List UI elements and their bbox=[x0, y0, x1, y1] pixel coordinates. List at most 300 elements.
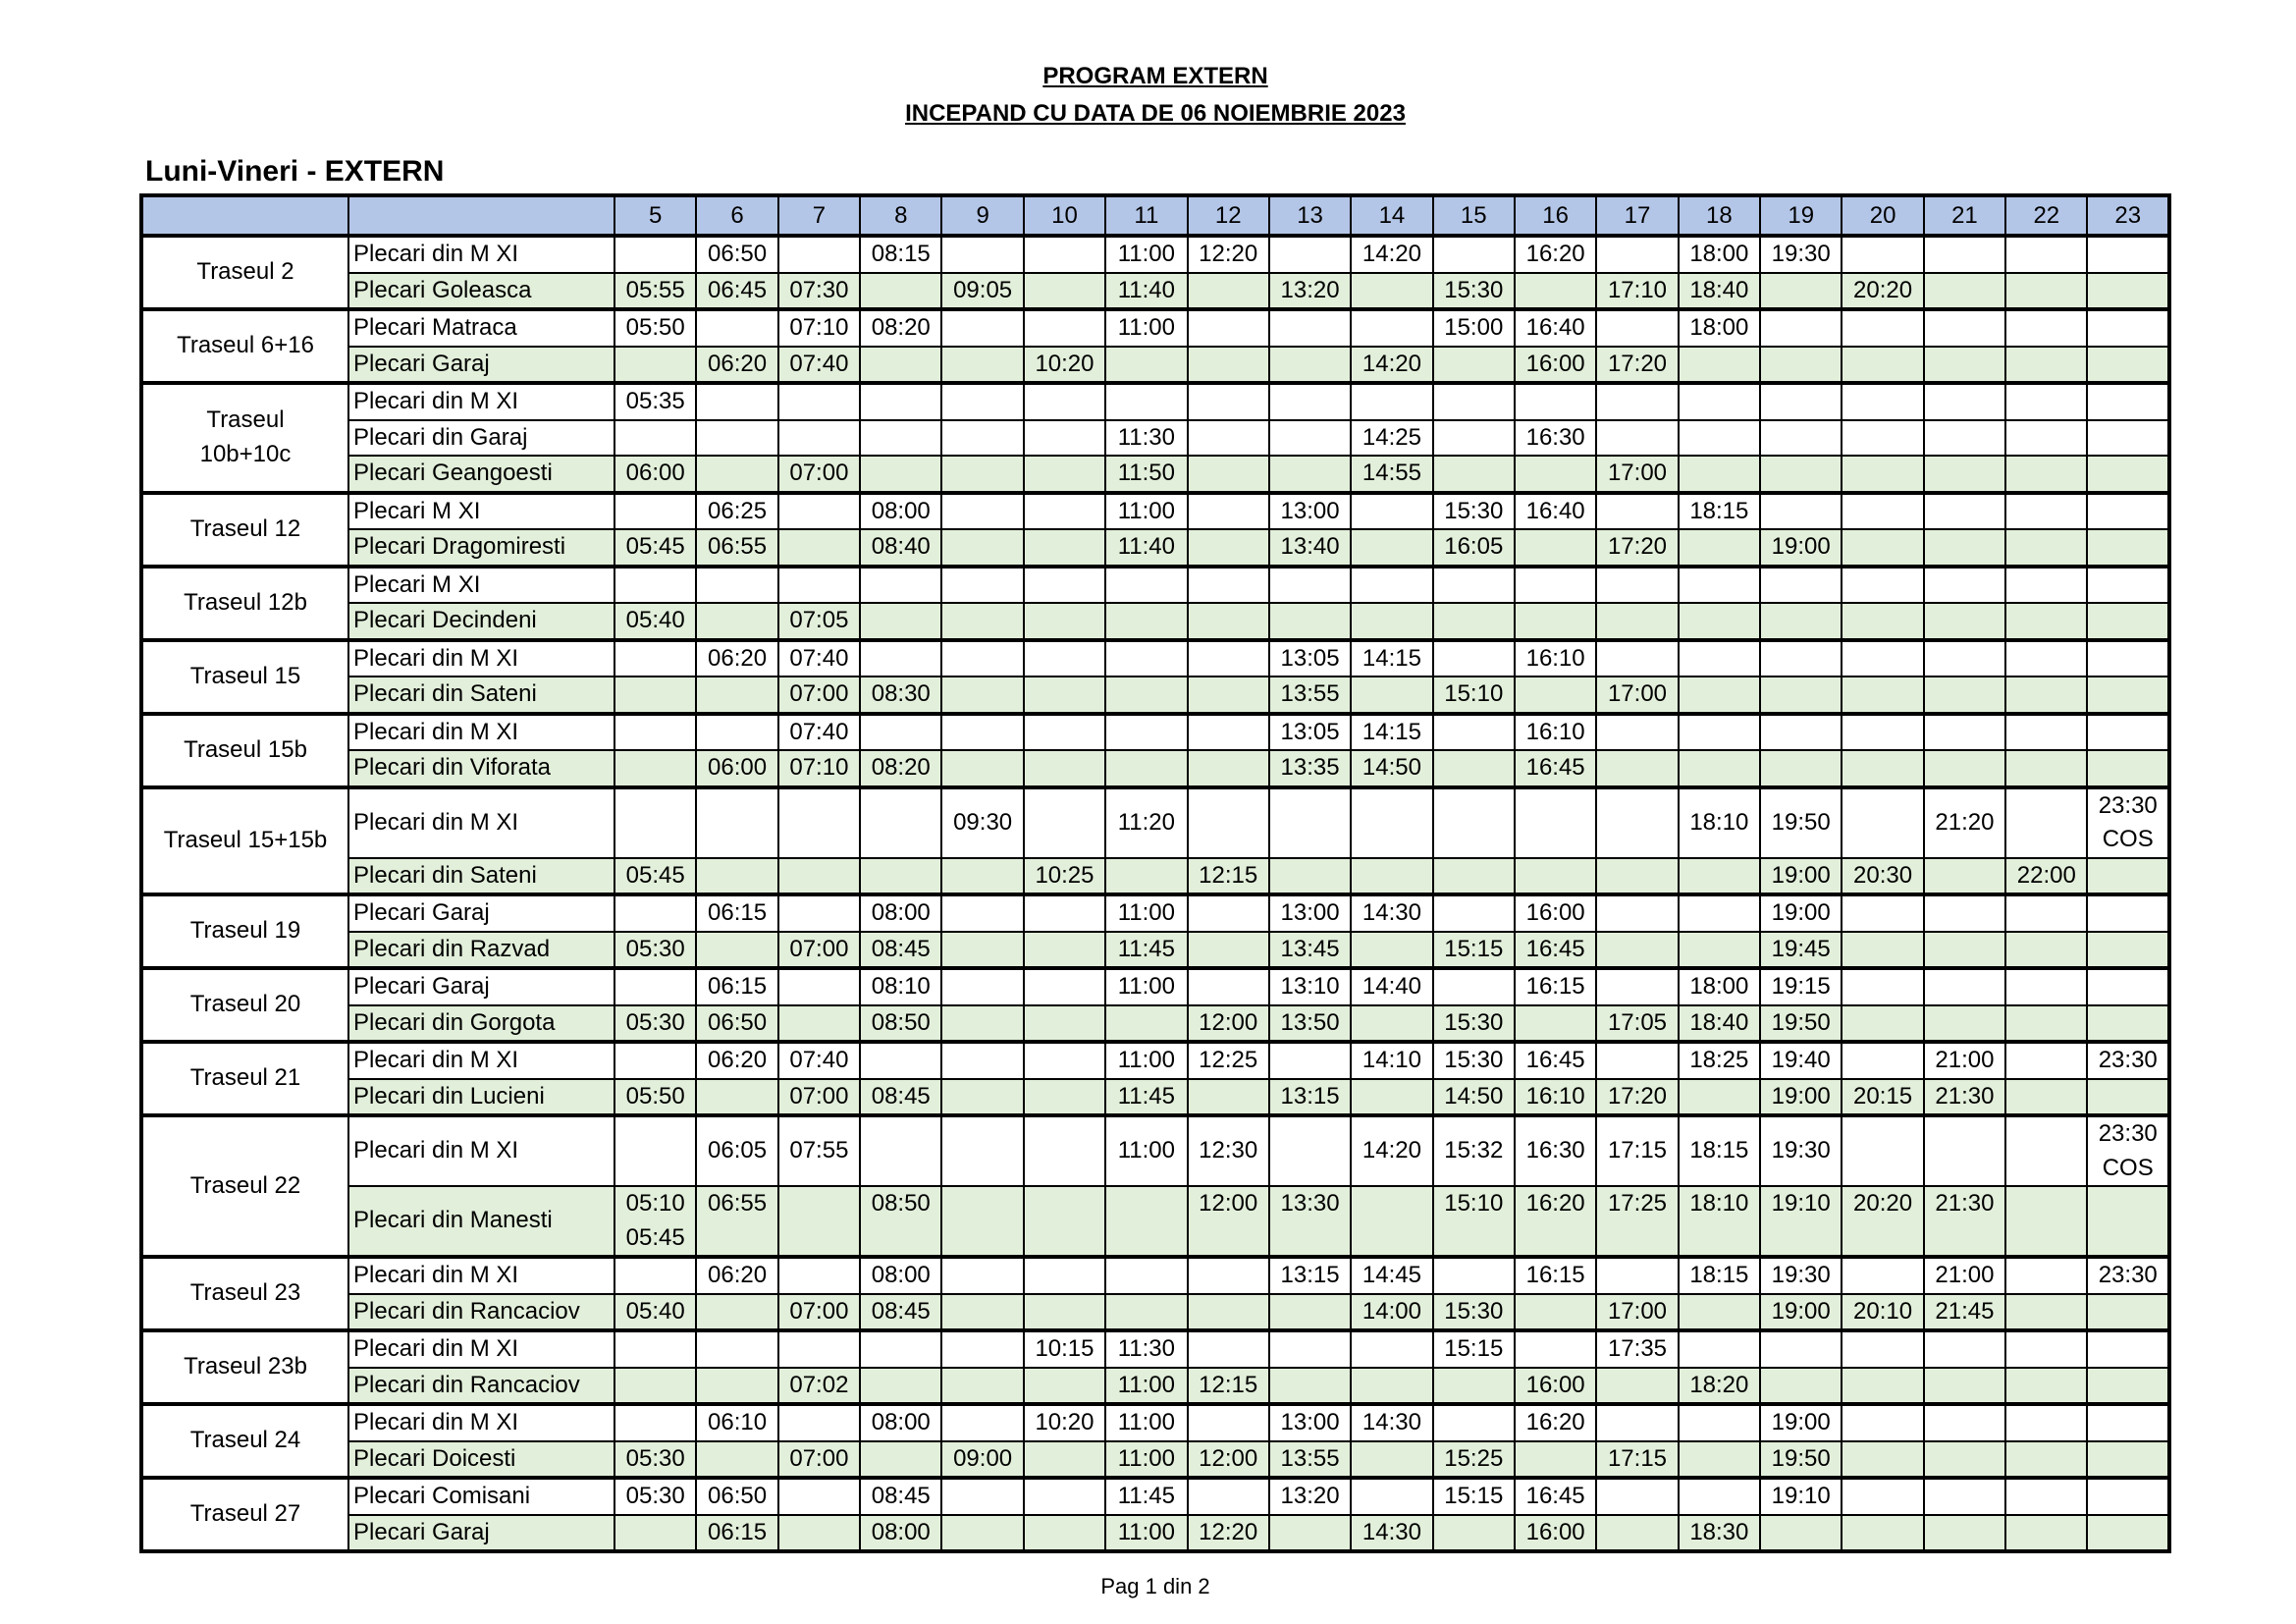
empty-time-cell bbox=[1024, 1115, 1105, 1186]
departure-time: 16:45 bbox=[1515, 932, 1596, 969]
empty-time-cell bbox=[1596, 420, 1678, 457]
empty-time-cell bbox=[1188, 640, 1269, 677]
empty-time-cell bbox=[2087, 529, 2169, 567]
timetable-row bbox=[141, 787, 2169, 858]
empty-time-cell bbox=[1188, 1079, 1269, 1116]
empty-time-cell bbox=[1351, 529, 1432, 567]
departure-time: 15:00 bbox=[1433, 309, 1515, 347]
departure-time: 11:00 bbox=[1105, 1441, 1187, 1479]
empty-time-cell bbox=[1679, 383, 1760, 420]
timetable-head bbox=[141, 195, 2169, 236]
empty-time-cell bbox=[1105, 640, 1187, 677]
empty-time-cell bbox=[778, 383, 860, 420]
departure-time: 06:20 bbox=[696, 1042, 777, 1079]
empty-time-cell bbox=[1515, 1005, 1596, 1043]
route-name-cell: Traseul 2 bbox=[141, 236, 348, 309]
departure-time: 14:15 bbox=[1351, 640, 1432, 677]
departure-time: 19:00 bbox=[1760, 529, 1842, 567]
empty-time-cell bbox=[1760, 714, 1842, 751]
departure-time: 05:50 bbox=[614, 1079, 696, 1116]
departure-time: 12:25 bbox=[1188, 1042, 1269, 1079]
empty-time-cell bbox=[696, 1294, 777, 1331]
departure-time: 12:15 bbox=[1188, 858, 1269, 895]
departure-time: 15:30 bbox=[1433, 1294, 1515, 1331]
empty-time-cell bbox=[1433, 858, 1515, 895]
empty-time-cell bbox=[860, 787, 941, 858]
empty-time-cell bbox=[2087, 858, 2169, 895]
empty-time-cell bbox=[1842, 420, 1923, 457]
departure-time: 18:00 bbox=[1679, 236, 1760, 273]
empty-time-cell bbox=[1188, 787, 1269, 858]
route-name-cell: Traseul 24 bbox=[141, 1404, 348, 1478]
empty-time-cell bbox=[2087, 236, 2169, 273]
empty-time-cell bbox=[1924, 273, 2005, 310]
empty-time-cell bbox=[1842, 1257, 1923, 1294]
empty-time-cell bbox=[1679, 347, 1760, 384]
departure-time: 20:20 bbox=[1842, 1186, 1923, 1257]
hour-header-cell: 8 bbox=[860, 195, 941, 236]
empty-time-cell bbox=[2087, 714, 2169, 751]
empty-time-cell bbox=[1188, 1257, 1269, 1294]
empty-time-cell bbox=[2005, 1042, 2087, 1079]
empty-time-cell bbox=[778, 567, 860, 604]
empty-time-cell bbox=[1433, 1404, 1515, 1441]
departure-time: 19:50 bbox=[1760, 1005, 1842, 1043]
departure-time: 07:30 bbox=[778, 273, 860, 310]
route-name-cell: Traseul 21 bbox=[141, 1042, 348, 1115]
departure-time: 18:15 bbox=[1679, 1257, 1760, 1294]
empty-time-cell bbox=[1842, 1515, 1923, 1552]
departure-label: Plecari din Sateni bbox=[348, 677, 614, 714]
empty-time-cell bbox=[1924, 1404, 2005, 1441]
empty-time-cell bbox=[1679, 529, 1760, 567]
hour-header-cell: 5 bbox=[614, 195, 696, 236]
timetable-row bbox=[141, 1441, 2169, 1479]
empty-time-cell bbox=[1679, 858, 1760, 895]
empty-time-cell bbox=[1596, 493, 1678, 530]
departure-label: Plecari din M XI bbox=[348, 1115, 614, 1186]
route-name-cell: Traseul 19 bbox=[141, 894, 348, 968]
empty-time-cell bbox=[778, 858, 860, 895]
empty-time-cell bbox=[1760, 1515, 1842, 1552]
empty-time-cell bbox=[1269, 1115, 1351, 1186]
empty-time-cell bbox=[1842, 894, 1923, 932]
empty-time-cell bbox=[1924, 932, 2005, 969]
empty-time-cell bbox=[1924, 858, 2005, 895]
departure-time: 16:20 bbox=[1515, 1404, 1596, 1441]
empty-time-cell bbox=[1188, 1404, 1269, 1441]
empty-time-cell bbox=[1269, 383, 1351, 420]
empty-time-cell bbox=[2005, 1005, 2087, 1043]
departure-time: 14:50 bbox=[1433, 1079, 1515, 1116]
empty-time-cell bbox=[1679, 1294, 1760, 1331]
empty-time-cell bbox=[1596, 787, 1678, 858]
empty-time-cell bbox=[1024, 1515, 1105, 1552]
empty-time-cell bbox=[1188, 273, 1269, 310]
empty-time-cell bbox=[1596, 1478, 1678, 1515]
timetable-row bbox=[141, 968, 2169, 1005]
empty-time-cell bbox=[1760, 456, 1842, 493]
empty-time-cell bbox=[1596, 714, 1678, 751]
empty-time-cell bbox=[778, 1005, 860, 1043]
departure-time: 07:05 bbox=[778, 603, 860, 640]
timetable-row bbox=[141, 493, 2169, 530]
departure-label: Plecari Geangoesti bbox=[348, 456, 614, 493]
timetable-row bbox=[141, 529, 2169, 567]
empty-time-cell bbox=[1024, 383, 1105, 420]
empty-time-cell bbox=[1188, 493, 1269, 530]
empty-time-cell bbox=[2005, 894, 2087, 932]
empty-time-cell bbox=[941, 1330, 1023, 1368]
empty-time-cell bbox=[1269, 603, 1351, 640]
empty-time-cell bbox=[2087, 420, 2169, 457]
departure-time: 05:30 bbox=[614, 932, 696, 969]
empty-time-cell bbox=[614, 1515, 696, 1552]
departure-label: Plecari Doicesti bbox=[348, 1441, 614, 1479]
empty-time-cell bbox=[1842, 932, 1923, 969]
departure-label: Plecari din M XI bbox=[348, 236, 614, 273]
departure-time: 13:05 bbox=[1269, 714, 1351, 751]
empty-time-cell bbox=[1433, 640, 1515, 677]
departure-label: Plecari Garaj bbox=[348, 894, 614, 932]
timetable-row bbox=[141, 567, 2169, 604]
empty-time-cell bbox=[614, 493, 696, 530]
timetable-body bbox=[141, 236, 2169, 1551]
departure-time: 21:30 bbox=[1924, 1079, 2005, 1116]
empty-time-cell bbox=[1596, 383, 1678, 420]
empty-time-cell bbox=[2005, 787, 2087, 858]
departure-time: 05:30 bbox=[614, 1005, 696, 1043]
departure-time: 05:45 bbox=[614, 858, 696, 895]
empty-time-cell bbox=[2087, 1186, 2169, 1257]
hour-header-row bbox=[141, 195, 2169, 236]
empty-time-cell bbox=[696, 309, 777, 347]
empty-time-cell bbox=[614, 714, 696, 751]
empty-time-cell bbox=[1024, 456, 1105, 493]
departure-time: 11:00 bbox=[1105, 1368, 1187, 1405]
departure-time: 22:00 bbox=[2005, 858, 2087, 895]
empty-time-cell bbox=[1351, 1441, 1432, 1479]
departure-time: 15:32 bbox=[1433, 1115, 1515, 1186]
departure-time: 06:45 bbox=[696, 273, 777, 310]
departure-time: 14:40 bbox=[1351, 968, 1432, 1005]
departure-label: Plecari din Garaj bbox=[348, 420, 614, 457]
departure-time: 06:50 bbox=[696, 1478, 777, 1515]
empty-time-cell bbox=[1924, 894, 2005, 932]
departure-time: 19:00 bbox=[1760, 1404, 1842, 1441]
empty-time-cell bbox=[1188, 529, 1269, 567]
departure-time: 07:00 bbox=[778, 456, 860, 493]
departure-time: 19:45 bbox=[1760, 932, 1842, 969]
empty-time-cell bbox=[1105, 1257, 1187, 1294]
timetable-row bbox=[141, 858, 2169, 895]
empty-time-cell bbox=[1596, 968, 1678, 1005]
departure-time: 09:30 bbox=[941, 787, 1023, 858]
empty-time-cell bbox=[1188, 420, 1269, 457]
departure-time: 16:45 bbox=[1515, 1478, 1596, 1515]
empty-time-cell bbox=[1924, 529, 2005, 567]
departure-time: 17:25 bbox=[1596, 1186, 1678, 1257]
departure-time: 15:30 bbox=[1433, 273, 1515, 310]
empty-time-cell bbox=[860, 273, 941, 310]
departure-time: 16:05 bbox=[1433, 529, 1515, 567]
empty-time-cell bbox=[1269, 1330, 1351, 1368]
departure-time: 06:25 bbox=[696, 493, 777, 530]
departure-time: 14:15 bbox=[1351, 714, 1432, 751]
departure-time: 17:00 bbox=[1596, 456, 1678, 493]
empty-time-cell bbox=[1351, 787, 1432, 858]
empty-time-cell bbox=[860, 456, 941, 493]
departure-time: 08:00 bbox=[860, 1515, 941, 1552]
empty-time-cell bbox=[1515, 1294, 1596, 1331]
departure-time: 20:30 bbox=[1842, 858, 1923, 895]
empty-time-cell bbox=[1024, 1441, 1105, 1479]
empty-time-cell bbox=[1515, 273, 1596, 310]
departure-time: 16:30 bbox=[1515, 1115, 1596, 1186]
empty-time-cell bbox=[1679, 640, 1760, 677]
empty-time-cell bbox=[1105, 347, 1187, 384]
empty-time-cell bbox=[1760, 1368, 1842, 1405]
departure-time: 15:15 bbox=[1433, 932, 1515, 969]
departure-time: 11:00 bbox=[1105, 894, 1187, 932]
empty-time-cell bbox=[1105, 567, 1187, 604]
empty-time-cell bbox=[860, 603, 941, 640]
departure-time: 13:20 bbox=[1269, 273, 1351, 310]
departure-time: 05:30 bbox=[614, 1478, 696, 1515]
empty-time-cell bbox=[614, 347, 696, 384]
document-title: PROGRAM EXTERN bbox=[1042, 63, 1268, 89]
departure-label: Plecari din M XI bbox=[348, 1404, 614, 1441]
empty-time-cell bbox=[614, 1115, 696, 1186]
empty-time-cell bbox=[1596, 1257, 1678, 1294]
departure-time: 13:00 bbox=[1269, 894, 1351, 932]
empty-time-cell bbox=[2005, 1404, 2087, 1441]
departure-time: 20:15 bbox=[1842, 1079, 1923, 1116]
empty-time-cell bbox=[1024, 750, 1105, 787]
empty-time-cell bbox=[1842, 493, 1923, 530]
empty-time-cell bbox=[1515, 456, 1596, 493]
empty-time-cell bbox=[1351, 932, 1432, 969]
route-name-cell: Traseul 15 bbox=[141, 640, 348, 714]
departure-time: 18:00 bbox=[1679, 309, 1760, 347]
empty-time-cell bbox=[1105, 677, 1187, 714]
departure-time: 12:00 bbox=[1188, 1441, 1269, 1479]
departure-time: 17:15 bbox=[1596, 1441, 1678, 1479]
empty-time-cell bbox=[941, 894, 1023, 932]
empty-time-cell bbox=[1188, 456, 1269, 493]
departure-time: 11:45 bbox=[1105, 1079, 1187, 1116]
departure-time: 16:00 bbox=[1515, 347, 1596, 384]
empty-time-cell bbox=[614, 567, 696, 604]
empty-time-cell bbox=[696, 932, 777, 969]
departure-time: 12:20 bbox=[1188, 1515, 1269, 1552]
departure-time: 13:20 bbox=[1269, 1478, 1351, 1515]
empty-time-cell bbox=[941, 968, 1023, 1005]
empty-time-cell bbox=[1024, 1368, 1105, 1405]
empty-time-cell bbox=[1351, 273, 1432, 310]
departure-time: 23:30 COS bbox=[2087, 787, 2169, 858]
departure-label: Plecari din M XI bbox=[348, 640, 614, 677]
empty-time-cell bbox=[1596, 603, 1678, 640]
departure-time: 13:50 bbox=[1269, 1005, 1351, 1043]
departure-time: 14:45 bbox=[1351, 1257, 1432, 1294]
empty-time-cell bbox=[696, 420, 777, 457]
departure-time: 16:00 bbox=[1515, 1515, 1596, 1552]
empty-time-cell bbox=[1924, 1330, 2005, 1368]
empty-time-cell bbox=[1269, 1294, 1351, 1331]
departure-label: Plecari din M XI bbox=[348, 1042, 614, 1079]
departure-label: Plecari din M XI bbox=[348, 1330, 614, 1368]
empty-time-cell bbox=[1596, 567, 1678, 604]
empty-time-cell bbox=[1842, 640, 1923, 677]
empty-time-cell bbox=[1760, 309, 1842, 347]
empty-time-cell bbox=[1351, 493, 1432, 530]
empty-time-cell bbox=[1433, 714, 1515, 751]
empty-time-cell bbox=[941, 714, 1023, 751]
empty-time-cell bbox=[778, 1330, 860, 1368]
departure-label: Plecari din M XI bbox=[348, 714, 614, 751]
departure-time: 16:20 bbox=[1515, 1186, 1596, 1257]
empty-time-cell bbox=[1760, 1330, 1842, 1368]
empty-time-cell bbox=[1679, 1404, 1760, 1441]
empty-time-cell bbox=[1842, 1478, 1923, 1515]
empty-time-cell bbox=[1351, 1478, 1432, 1515]
empty-time-cell bbox=[1024, 1186, 1105, 1257]
document-subtitle: INCEPAND CU DATA DE 06 NOIEMBRIE 2023 bbox=[905, 100, 1406, 127]
empty-time-cell bbox=[1515, 677, 1596, 714]
departure-time: 16:40 bbox=[1515, 493, 1596, 530]
empty-time-cell bbox=[1024, 273, 1105, 310]
empty-time-cell bbox=[1269, 309, 1351, 347]
departure-time: 15:25 bbox=[1433, 1441, 1515, 1479]
hour-header-cell: 20 bbox=[1842, 195, 1923, 236]
empty-time-cell bbox=[1433, 894, 1515, 932]
empty-time-cell bbox=[1024, 236, 1105, 273]
empty-time-cell bbox=[2005, 1079, 2087, 1116]
departure-time: 08:00 bbox=[860, 1404, 941, 1441]
empty-time-cell bbox=[778, 420, 860, 457]
departure-time: 19:30 bbox=[1760, 1115, 1842, 1186]
empty-time-cell bbox=[1024, 420, 1105, 457]
departure-time: 05:40 bbox=[614, 603, 696, 640]
route-name-cell: Traseul 23b bbox=[141, 1330, 348, 1404]
empty-time-cell bbox=[1924, 1515, 2005, 1552]
departure-time: 06:00 bbox=[614, 456, 696, 493]
empty-time-cell bbox=[1842, 1368, 1923, 1405]
empty-time-cell bbox=[614, 420, 696, 457]
empty-time-cell bbox=[1924, 714, 2005, 751]
departure-time: 16:15 bbox=[1515, 968, 1596, 1005]
empty-time-cell bbox=[614, 640, 696, 677]
empty-time-cell bbox=[941, 493, 1023, 530]
empty-time-cell bbox=[1924, 1441, 2005, 1479]
empty-time-cell bbox=[1351, 383, 1432, 420]
departure-time: 13:35 bbox=[1269, 750, 1351, 787]
departure-time: 11:45 bbox=[1105, 932, 1187, 969]
departure-time: 18:40 bbox=[1679, 273, 1760, 310]
empty-time-cell bbox=[1433, 1368, 1515, 1405]
empty-time-cell bbox=[1351, 309, 1432, 347]
empty-time-cell bbox=[1924, 968, 2005, 1005]
empty-time-cell bbox=[941, 932, 1023, 969]
departure-time: 21:20 bbox=[1924, 787, 2005, 858]
empty-time-cell bbox=[1515, 1330, 1596, 1368]
departure-time: 05:50 bbox=[614, 309, 696, 347]
empty-time-cell bbox=[696, 714, 777, 751]
departure-time: 08:15 bbox=[860, 236, 941, 273]
departure-time: 07:00 bbox=[778, 932, 860, 969]
empty-time-cell bbox=[1924, 1115, 2005, 1186]
empty-time-cell bbox=[1351, 1368, 1432, 1405]
empty-time-cell bbox=[1515, 787, 1596, 858]
departure-time: 16:45 bbox=[1515, 750, 1596, 787]
departure-time: 07:55 bbox=[778, 1115, 860, 1186]
empty-time-cell bbox=[1924, 383, 2005, 420]
departure-time: 12:15 bbox=[1188, 1368, 1269, 1405]
departure-time: 07:40 bbox=[778, 640, 860, 677]
empty-time-cell bbox=[1433, 750, 1515, 787]
departure-time: 17:05 bbox=[1596, 1005, 1678, 1043]
timetable-row bbox=[141, 236, 2169, 273]
departure-time: 13:10 bbox=[1269, 968, 1351, 1005]
empty-time-cell bbox=[1269, 456, 1351, 493]
empty-time-cell bbox=[1351, 603, 1432, 640]
departure-time: 11:20 bbox=[1105, 787, 1187, 858]
empty-time-cell bbox=[614, 750, 696, 787]
route-name-cell: Traseul 12b bbox=[141, 567, 348, 640]
departure-time: 08:10 bbox=[860, 968, 941, 1005]
departure-time: 16:10 bbox=[1515, 640, 1596, 677]
empty-time-cell bbox=[1351, 1186, 1432, 1257]
departure-label: Plecari Garaj bbox=[348, 1515, 614, 1552]
empty-time-cell bbox=[860, 1441, 941, 1479]
departure-time: 11:00 bbox=[1105, 1515, 1187, 1552]
empty-time-cell bbox=[1924, 603, 2005, 640]
empty-time-cell bbox=[1760, 603, 1842, 640]
departure-time: 11:50 bbox=[1105, 456, 1187, 493]
route-name-cell: Traseul 15b bbox=[141, 714, 348, 787]
empty-time-cell bbox=[1679, 603, 1760, 640]
empty-time-cell bbox=[2087, 456, 2169, 493]
empty-time-cell bbox=[1351, 1330, 1432, 1368]
empty-time-cell bbox=[1842, 714, 1923, 751]
timetable-row bbox=[141, 750, 2169, 787]
departure-time: 06:10 bbox=[696, 1404, 777, 1441]
empty-time-cell bbox=[1269, 858, 1351, 895]
hour-header-cell: 17 bbox=[1596, 195, 1678, 236]
empty-time-cell bbox=[2087, 603, 2169, 640]
empty-time-cell bbox=[1269, 236, 1351, 273]
departure-time: 06:20 bbox=[696, 1257, 777, 1294]
empty-time-cell bbox=[1596, 640, 1678, 677]
route-name-cell: Traseul 10b+10c bbox=[141, 383, 348, 493]
empty-time-cell bbox=[941, 858, 1023, 895]
empty-time-cell bbox=[1924, 1368, 2005, 1405]
empty-time-cell bbox=[860, 1042, 941, 1079]
departure-time: 16:00 bbox=[1515, 894, 1596, 932]
empty-time-cell bbox=[2005, 1186, 2087, 1257]
departure-time: 08:00 bbox=[860, 1257, 941, 1294]
empty-time-cell bbox=[1596, 236, 1678, 273]
empty-time-cell bbox=[941, 567, 1023, 604]
departure-label: Plecari Matraca bbox=[348, 309, 614, 347]
departure-time: 11:00 bbox=[1105, 309, 1187, 347]
empty-time-cell bbox=[696, 456, 777, 493]
empty-time-cell bbox=[1842, 750, 1923, 787]
empty-time-cell bbox=[1269, 1368, 1351, 1405]
timetable-row bbox=[141, 1478, 2169, 1515]
empty-time-cell bbox=[1433, 968, 1515, 1005]
